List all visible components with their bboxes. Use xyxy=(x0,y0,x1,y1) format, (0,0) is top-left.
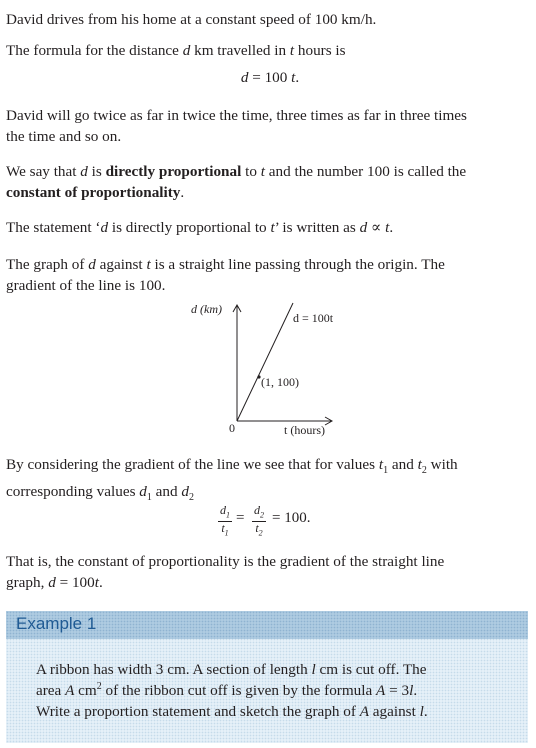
graph-description: The graph of d against t is a straight line passing through the origin. The gradient of the line is 100. xyxy=(6,256,445,294)
example-header-bar xyxy=(6,611,528,639)
origin-label: 0 xyxy=(229,421,235,435)
definition-paragraph: We say that d is directly proportional to t and the number 100 is called the constant of proportionality. xyxy=(6,163,467,201)
x-axis-label: t (hours) xyxy=(284,423,325,437)
fraction-d1-t1: $d_1$ $t_1$ xyxy=(220,503,230,538)
fraction-d2-t2: $d_2$ $t_2$ xyxy=(254,503,264,538)
point-label: (1, 100) xyxy=(261,375,299,389)
notation-paragraph: The statement ‘d is directly proportional to t’ is written as d ∝ t. xyxy=(6,219,394,236)
ratio-equation: $d_1$ $t_1$ = $d_2$ $t_2$ = 100. xyxy=(220,503,311,538)
y-axis-label: d (km) xyxy=(191,302,222,316)
example-heading: Example 1 xyxy=(16,614,97,633)
example-box xyxy=(6,611,528,743)
intro-sentence: David drives from his home at a constant speed of 100 km/h. xyxy=(6,11,377,28)
example-line-3: Write a proportion statement and sketch the graph of A against l. xyxy=(36,703,428,720)
twice-time-paragraph: David will go twice as far in twice the time, three times as far in three times the time and so on. xyxy=(6,107,467,145)
conclusion-paragraph: That is, the constant of proportionality is the gradient of the straight line graph, d = 100t. xyxy=(6,553,445,591)
distance-formula: d = 100 t. xyxy=(240,69,300,86)
series-line-d-100t xyxy=(237,303,293,421)
line-label: d = 100t xyxy=(293,311,334,325)
gradient-paragraph: By considering the gradient of the line we see that for values $t_1$ and $t_2$ with corresponding values $d_1$ and $d_2$ xyxy=(6,456,458,504)
example-line-2: area A $cm^2$ of the ribbon cut off is given by the formula A = 3l. xyxy=(36,680,418,699)
proportionality-graph xyxy=(0,295,536,445)
example-line-1: A ribbon has width 3 cm. A section of length l cm is cut off. The xyxy=(36,661,427,678)
formula-intro: The formula for the distance d km travelled in t hours is xyxy=(6,42,346,59)
